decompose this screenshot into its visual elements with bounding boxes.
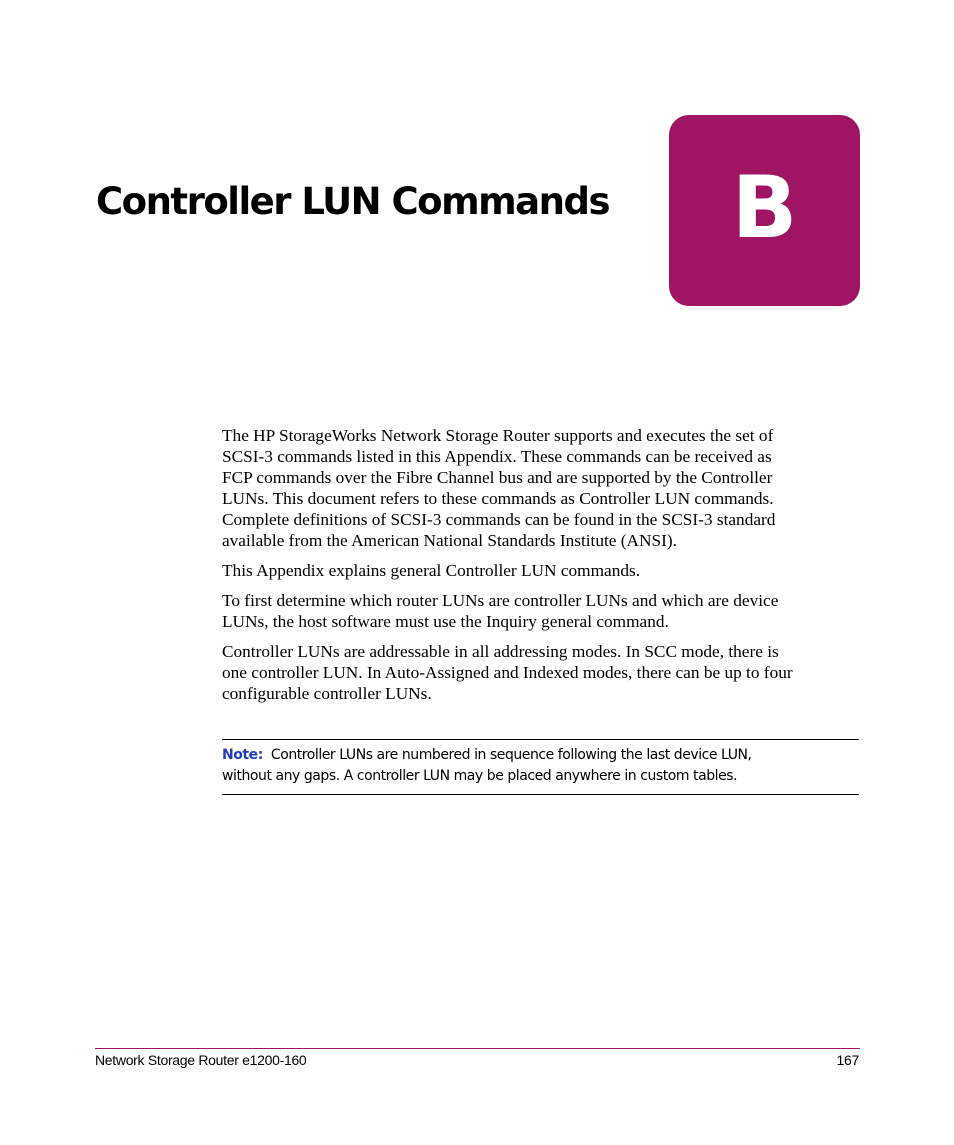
appendix-tab [669, 115, 860, 306]
paragraph-intro [222, 425, 862, 551]
text-line: available from the American National Standards Institute (ANSI). [222, 531, 677, 550]
footer-product-name: Network Storage Router e1200-160 [95, 1052, 307, 1068]
note-box [222, 739, 859, 795]
text-line: LUNs. This document refers to these commands as Controller LUN commands. [222, 489, 774, 508]
footer-page-number: 167 [836, 1052, 859, 1068]
text-line: configurable controller LUNs. [222, 684, 432, 703]
text-line: To first determine which router LUNs are controller LUNs and which are device [222, 591, 779, 610]
note-line: without any gaps. A controller LUN may be placed anywhere in custom tables. [222, 768, 738, 784]
text-line: LUNs, the host software must use the Inquiry general command. [222, 612, 669, 631]
note-label: Note: [222, 747, 263, 763]
text-line: Controller LUNs are addressable in all addressing modes. In SCC mode, there is [222, 642, 779, 661]
chapter-title: Controller LUN Commands [96, 180, 610, 223]
body-text [222, 425, 862, 713]
paragraph-inquiry [222, 590, 862, 632]
text-line: This Appendix explains general Controller LUN commands. [222, 561, 641, 580]
paragraph-scope [222, 560, 862, 581]
text-line: FCP commands over the Fibre Channel bus and are supported by the Controller [222, 468, 773, 487]
text-line: one controller LUN. In Auto-Assigned and Indexed modes, there can be up to four [222, 663, 793, 682]
text-line: The HP StorageWorks Network Storage Router supports and executes the set of [222, 426, 774, 445]
note-text: Controller LUNs are numbered in sequence following the last device LUN, [270, 747, 752, 763]
text-line: Complete definitions of SCSI-3 commands can be found in the SCSI-3 standard [222, 510, 776, 529]
footer-rule [95, 1048, 860, 1049]
text-line: SCSI-3 commands listed in this Appendix. These commands can be received as [222, 447, 772, 466]
note-line [222, 745, 859, 766]
paragraph-addressing [222, 641, 862, 704]
appendix-letter: B [731, 157, 798, 258]
